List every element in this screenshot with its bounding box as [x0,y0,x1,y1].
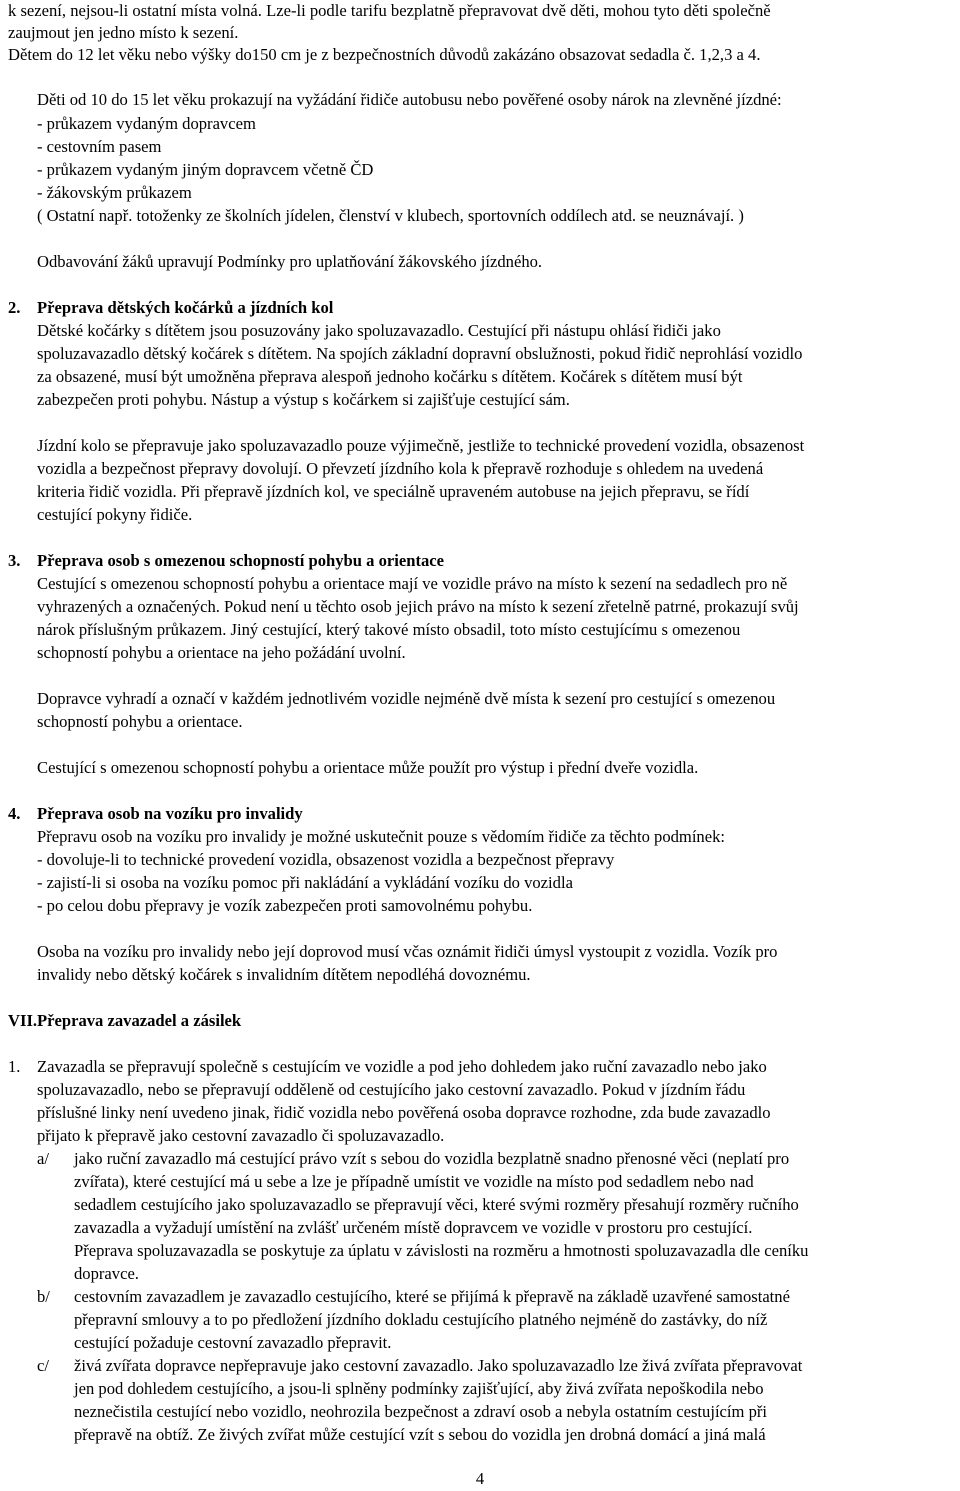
text-line: příslušné linky není uvedeno jinak, řidič vozidla nebo pověřená osoba dopravce rozhodne, zda bude zavazadlo [37,1103,771,1122]
text-line: Přepravu osob na vozíku pro invalidy je možné uskutečnit pouze s vědomím řidiče za těchto podmínek: [37,827,726,846]
text-line: Cestující s omezenou schopností pohybu a orientace mají ve vozidle právo na místo k sezení na sedadlech pro ně [37,574,788,593]
text-line: živá zvířata dopravce nepřepravuje jako cestovní zavazadlo. Jako spoluzavazadlo lze živá zvířata přepravovat [74,1356,803,1375]
text-line: ( Ostatní např. totoženky ze školních jídelen, členství v klubech, sportovních oddílech atd. se neuznávají. ) [37,206,744,225]
text-line: schopností pohybu a orientace. [37,712,243,731]
text-line: zaujmout jen jedno místo k sezení. [8,23,239,42]
text-line: cestující požaduje cestovní zavazadlo přepravit. [74,1333,392,1352]
page-number: 4 [475,1469,485,1488]
list-item: - průkazem vydaným dopravcem [37,114,256,133]
list-item: - zajistí-li si osoba na vozíku pomoc při nakládání a vykládání vozíku do vozidla [37,873,573,892]
list-item: - po celou dobu přepravy je vozík zabezpečen proti samovolnému pohybu. [37,896,533,915]
text-line: jen pod dohledem cestujícího, a jsou-li splněny podmínky zajišťující, aby živá zvířata nepoškodila nebo [74,1379,764,1398]
text-line: Jízdní kolo se přepravuje jako spoluzavazadlo pouze výjimečně, jestliže to technické provedení vozidla, obsazenost [37,436,805,455]
text-line: Odbavování žáků upravují Podmínky pro uplatňování žákovského jízdného. [37,252,543,271]
text-line: Dětem do 12 let věku nebo výšky do150 cm je z bezpečnostních důvodů zakázáno obsazovat sedadla č. 1,2,3 a 4. [8,45,761,64]
text-line: Zavazadla se přepravují společně s cestujícím ve vozidle a pod jeho dohledem jako ruční zavazadlo nebo jako [37,1057,767,1076]
text-line: invalidy nebo dětský kočárek s invalidním dítětem nepodléhá dovoznému. [37,965,531,984]
text-line: Cestující s omezenou schopností pohybu a orientace může použít pro výstup i přední dveře vozidla. [37,758,699,777]
text-line: zvířata), které cestující má u sebe a lze je případně umístit ve vozidle na místo pod sedadlem nebo nad [74,1172,754,1191]
text-line: nárok příslušným průkazem. Jiný cestující, který takové místo obsadil, toto místo cestujícímu s omezenou [37,620,741,639]
section-heading: Přeprava osob na vozíku pro invalidy [37,804,303,823]
text-line: kriteria řidič vozidla. Při přepravě jízdních kol, ve speciálně upraveném autobuse na jejich přepravu, se řídí [37,482,750,501]
list-item: - dovoluje-li to technické provedení vozidla, obsazenost vozidla a bezpečnost přepravy [37,850,615,869]
text-line: Osoba na vozíku pro invalidy nebo její doprovod musí včas oznámit řidiči úmysl vystoupit z vozidla. Vozík pro [37,942,778,961]
text-line: přepravní smlouvy a to po předložení jízdního dokladu cestujícího platného nejméně do zastávky, do níž [74,1310,768,1329]
text-line: vozidla a bezpečnost přepravy dovolují. O převzetí jízdního kola k přepravě rozhoduje s ohledem na uvedená [37,459,764,478]
text-line: schopností pohybu a orientace na jeho požádání uvolní. [37,643,406,662]
text-line: přepravě na obtíž. Ze živých zvířat může cestující vzít s sebou do vozidla jen drobná domácí a jiná malá [74,1425,766,1444]
text-line: Přeprava spoluzavazadla se poskytuje za úplatu v závislosti na rozměru a hmotnosti spoluzavazadla dle ceníku [74,1241,809,1260]
text-line: k sezení, nejsou-li ostatní místa volná. Lze-li podle tarifu bezplatně přepravovat dvě děti, mohou tyto děti společně [8,1,771,20]
section-number: 4. [8,804,21,823]
text-line: cestovním zavazadlem je zavazadlo cestujícího, které se přijímá k přepravě na základě uzavřené samostatné [74,1287,790,1306]
text-line: vyhrazených a označených. Pokud není u těchto osob jejich právo na místo k sezení zřetelně patrné, prokazují svůj [37,597,799,616]
text-line: sedadlem cestujícího jako spoluzavazadlo se přepravují věci, které svými rozměry přesahují rozměry ručního [74,1195,799,1214]
text-line: přijato k přepravě jako cestovní zavazadlo či spoluzavazadlo. [37,1126,445,1145]
text-line: Dopravce vyhradí a označí v každém jednotlivém vozidle nejméně dvě místa k sezení pro cestující s omezenou [37,689,776,708]
text-line: zavazadla a vyžadují umístění na zvlášť určeném místě dopravcem ve vozidle v prostoru pro cestující. [74,1218,753,1237]
text-line: Děti od 10 do 15 let věku prokazují na vyžádání řidiče autobusu nebo pověřené osoby nárok na zlevněné jízdné: [37,90,782,109]
section-heading: Přeprava dětských kočárků a jízdních kol [37,298,334,317]
list-item: - cestovním pasem [37,137,162,156]
text-line: dopravce. [74,1264,139,1283]
text-line: jako ruční zavazadlo má cestující právo vzít s sebou do vozidla bezplatně snadno přenosné věci (neplatí pro [74,1149,790,1168]
text-line: spoluzavazadlo dětský kočárek s dítětem. Na spojích základní dopravní obslužnosti, pokud řidič neprohlásí vozidlo [37,344,803,363]
text-line: spoluzavazadlo, nebo se přepravují odděleně od cestujícího jako cestovní zavazadlo. Pokud v jízdním řádu [37,1080,746,1099]
text-line: Dětské kočárky s dítětem jsou posuzovány jako spoluzavazadlo. Cestující při nástupu ohlásí řidiči jako [37,321,721,340]
list-item: - žákovským průkazem [37,183,192,202]
section-heading: Přeprava osob s omezenou schopností pohybu a orientace [37,551,445,570]
text-line: zabezpečen proti pohybu. Nástup a výstup s kočárkem si zajišťuje cestující sám. [37,390,570,409]
chapter-number: VII. [8,1011,38,1030]
item-label: b/ [37,1287,50,1306]
section-number: 2. [8,298,21,317]
section-number: 1. [8,1057,21,1076]
item-label: c/ [37,1356,49,1375]
chapter-heading: Přeprava zavazadel a zásilek [37,1011,242,1030]
text-line: za obsazené, musí být umožněna přeprava alespoň jednoho kočárku s dítětem. Kočárek s dítětem musí být [37,367,743,386]
text-line: cestující pokyny řidiče. [37,505,193,524]
section-number: 3. [8,551,21,570]
list-item: - průkazem vydaným jiným dopravcem včetně ČD [37,160,374,179]
text-line: neznečistila cestující nebo vozidlo, neohrozila bezpečnost a zdraví osob a nebyla ostatním cestujícím při [74,1402,768,1421]
item-label: a/ [37,1149,49,1168]
